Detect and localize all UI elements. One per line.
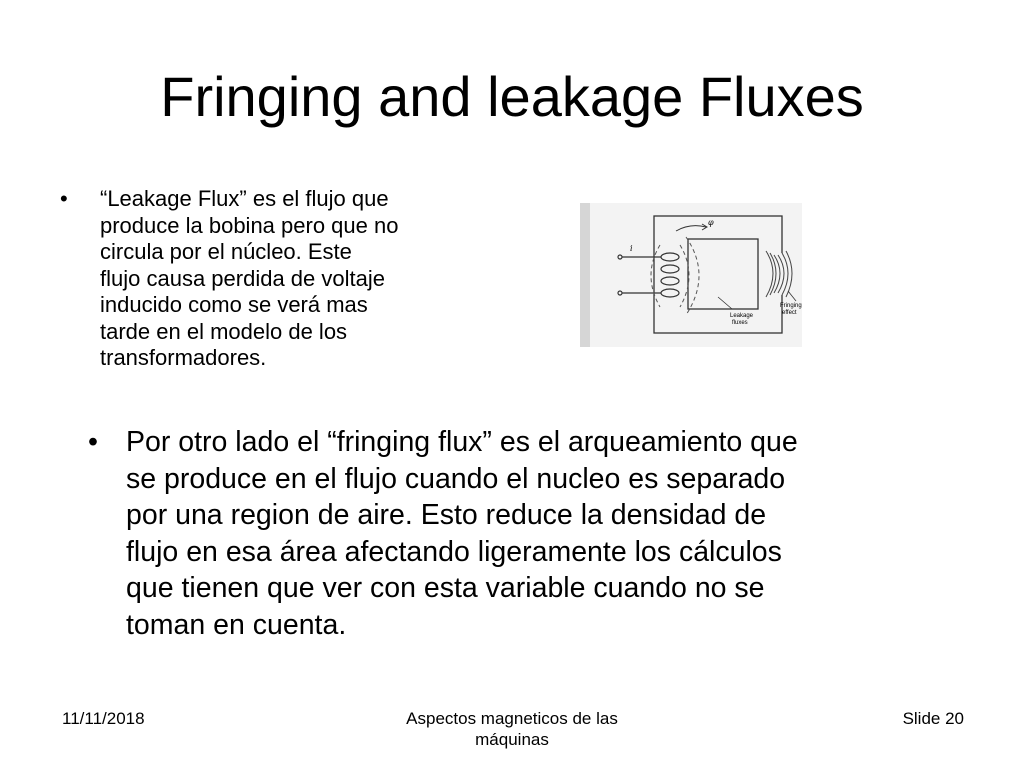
- bullet-leakage-flux: [60, 186, 500, 372]
- slide-title: Fringing and leakage Fluxes: [160, 65, 864, 128]
- current-label: i: [630, 244, 633, 253]
- bullet-text: “Leakage Flux” es el flujo que produce la bobina pero que no circula por el núcleo. Este flujo causa perdida de voltaje inducido como se verá mas tarde en el modelo de los transformadores.: [100, 186, 399, 370]
- bullet-marker: •: [60, 186, 68, 211]
- footer-date: 11/11/2018: [62, 709, 145, 728]
- air-gap: [776, 253, 788, 295]
- flux-label: φ: [708, 218, 714, 227]
- bullet-fringing-flux: [88, 424, 948, 643]
- bullet-text: Por otro lado el “fringing flux” es el arqueamiento que se produce en el flujo cuando el nucleo es separado por una region de aire. Esto reduce la densidad de flujo en esa área afectando ligeramente los cálculos que tienen que ver con esta variable cuando no se toman en cuenta.: [126, 426, 798, 641]
- fringing-effect-label: Fringing effect: [780, 303, 802, 316]
- leakage-fluxes-label: Leakage fluxes: [730, 313, 754, 326]
- fringing-leakage-diagram: [580, 203, 802, 347]
- footer-slide-number: Slide 20: [902, 709, 964, 728]
- bullet-marker: •: [88, 426, 98, 458]
- footer-title: Aspectos magneticos de las máquinas: [406, 709, 618, 749]
